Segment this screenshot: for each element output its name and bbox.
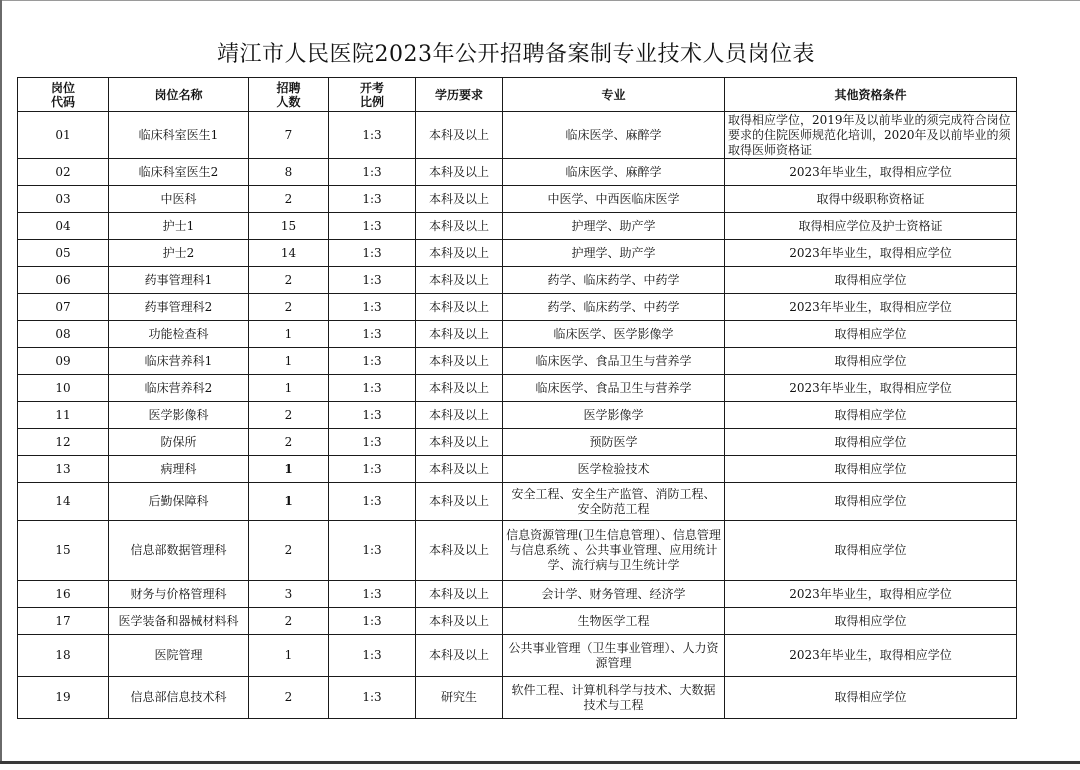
cell-other: 取得相应学位 [725,677,1017,719]
cell-ratio: 1:3 [329,402,416,429]
cell-name: 功能检查科 [109,321,249,348]
cell-edu: 本科及以上 [416,294,503,321]
cell-name: 临床科室医生1 [109,112,249,159]
cell-code: 16 [18,581,109,608]
cell-other: 2023年毕业生，取得相应学位 [725,240,1017,267]
table-row [18,429,1017,456]
cell-ratio: 1:3 [329,240,416,267]
table-row [18,635,1017,677]
cell-code: 14 [18,483,109,521]
cell-code: 03 [18,186,109,213]
cell-other: 2023年毕业生，取得相应学位 [725,375,1017,402]
cell-major: 信息资源管理(卫生信息管理）、信息管理与信息系统 、公共事业管理、应用统计学、流行病与卫生统计学 [503,521,725,581]
cell-code: 12 [18,429,109,456]
positions-table [17,77,1017,719]
cell-other: 取得相应学位 [725,267,1017,294]
table-row [18,521,1017,581]
table-body [18,112,1017,719]
cell-count: 1 [249,375,329,402]
cell-major: 公共事业管理（卫生事业管理）、人力资源管理 [503,635,725,677]
cell-ratio: 1:3 [329,456,416,483]
cell-count: 2 [249,267,329,294]
cell-edu: 本科及以上 [416,375,503,402]
header-code-label: 岗位代码 [50,80,75,109]
cell-major: 医学检验技术 [503,456,725,483]
cell-name: 药事管理科1 [109,267,249,294]
cell-count: 15 [249,213,329,240]
cell-name: 防保所 [109,429,249,456]
cell-edu: 本科及以上 [416,112,503,159]
cell-name: 临床营养科1 [109,348,249,375]
header-count-label: 招聘人数 [276,80,301,109]
table-row [18,159,1017,186]
cell-code: 09 [18,348,109,375]
cell-count: 7 [249,112,329,159]
cell-code: 13 [18,456,109,483]
cell-edu: 本科及以上 [416,456,503,483]
cell-code: 11 [18,402,109,429]
cell-count: 3 [249,581,329,608]
cell-name: 医学影像科 [109,402,249,429]
cell-code: 01 [18,112,109,159]
cell-other: 取得相应学位 [725,483,1017,521]
header-edu: 学历要求 [416,78,503,112]
cell-other: 取得相应学位 [725,521,1017,581]
cell-major: 临床医学、麻醉学 [503,159,725,186]
table-row [18,321,1017,348]
cell-count: 2 [249,186,329,213]
cell-count: 14 [249,240,329,267]
cell-ratio: 1:3 [329,112,416,159]
cell-code: 15 [18,521,109,581]
cell-other: 取得相应学位 [725,456,1017,483]
cell-name: 医院管理 [109,635,249,677]
cell-count: 1 [249,321,329,348]
cell-edu: 本科及以上 [416,635,503,677]
cell-code: 17 [18,608,109,635]
table-row [18,581,1017,608]
table-header-row [18,78,1017,112]
cell-other: 取得相应学位 [725,402,1017,429]
cell-count: 1 [249,483,329,521]
page-left-border [0,0,2,762]
cell-ratio: 1:3 [329,581,416,608]
cell-code: 07 [18,294,109,321]
cell-edu: 本科及以上 [416,402,503,429]
cell-other: 2023年毕业生，取得相应学位 [725,635,1017,677]
cell-other: 取得相应学位 [725,429,1017,456]
cell-ratio: 1:3 [329,677,416,719]
header-code [18,78,109,112]
header-ratio-label: 开考比例 [359,80,384,109]
cell-edu: 本科及以上 [416,267,503,294]
table-row [18,186,1017,213]
cell-other: 取得相应学位 [725,321,1017,348]
cell-edu: 本科及以上 [416,429,503,456]
cell-major: 生物医学工程 [503,608,725,635]
cell-other: 2023年毕业生，取得相应学位 [725,294,1017,321]
cell-ratio: 1:3 [329,635,416,677]
cell-count: 2 [249,402,329,429]
cell-code: 04 [18,213,109,240]
cell-count: 2 [249,608,329,635]
cell-code: 18 [18,635,109,677]
table-row [18,267,1017,294]
cell-other: 2023年毕业生，取得相应学位 [725,159,1017,186]
cell-count: 2 [249,429,329,456]
cell-major: 临床医学、食品卫生与营养学 [503,348,725,375]
cell-edu: 本科及以上 [416,521,503,581]
cell-code: 06 [18,267,109,294]
cell-ratio: 1:3 [329,483,416,521]
cell-ratio: 1:3 [329,159,416,186]
cell-name: 临床科室医生2 [109,159,249,186]
page-bottom-border [0,761,1080,764]
cell-code: 02 [18,159,109,186]
cell-ratio: 1:3 [329,186,416,213]
cell-major: 护理学、助产学 [503,213,725,240]
header-other: 其他资格条件 [725,78,1017,112]
cell-code: 10 [18,375,109,402]
header-count [249,78,329,112]
cell-major: 会计学、财务管理、经济学 [503,581,725,608]
cell-other: 取得中级职称资格证 [725,186,1017,213]
cell-other: 取得相应学位 [725,348,1017,375]
cell-code: 08 [18,321,109,348]
header-major: 专业 [503,78,725,112]
cell-name: 信息部信息技术科 [109,677,249,719]
cell-ratio: 1:3 [329,213,416,240]
table-row [18,112,1017,159]
table-row [18,375,1017,402]
header-ratio [329,78,416,112]
cell-count: 2 [249,677,329,719]
cell-edu: 本科及以上 [416,159,503,186]
cell-other: 取得相应学位，2019年及以前毕业的须完成符合岗位要求的住院医师规范化培训，2020年及以前毕业的须取得医师资格证 [725,112,1017,159]
document-title: 靖江市人民医院2023年公开招聘备案制专业技术人员岗位表 [217,42,815,67]
table-row [18,677,1017,719]
cell-edu: 本科及以上 [416,608,503,635]
cell-major: 护理学、助产学 [503,240,725,267]
page-top-border [0,0,1080,1]
cell-name: 护士2 [109,240,249,267]
cell-major: 安全工程、安全生产监管、消防工程、安全防范工程 [503,483,725,521]
cell-ratio: 1:3 [329,321,416,348]
cell-ratio: 1:3 [329,608,416,635]
cell-major: 软件工程、计算机科学与技术、大数据技术与工程 [503,677,725,719]
cell-major: 药学、临床药学、中药学 [503,267,725,294]
cell-edu: 本科及以上 [416,348,503,375]
cell-ratio: 1:3 [329,267,416,294]
cell-code: 19 [18,677,109,719]
cell-major: 临床医学、医学影像学 [503,321,725,348]
cell-name: 中医科 [109,186,249,213]
cell-name: 后勤保障科 [109,483,249,521]
cell-edu: 本科及以上 [416,186,503,213]
cell-ratio: 1:3 [329,348,416,375]
cell-edu: 本科及以上 [416,581,503,608]
cell-name: 财务与价格管理科 [109,581,249,608]
header-name: 岗位名称 [109,78,249,112]
cell-count: 1 [249,348,329,375]
cell-name: 护士1 [109,213,249,240]
cell-name: 医学装备和器械材料科 [109,608,249,635]
cell-major: 医学影像学 [503,402,725,429]
cell-count: 2 [249,521,329,581]
table-row [18,456,1017,483]
cell-count: 1 [249,635,329,677]
cell-edu: 本科及以上 [416,321,503,348]
cell-ratio: 1:3 [329,294,416,321]
cell-count: 8 [249,159,329,186]
cell-code: 05 [18,240,109,267]
cell-name: 信息部数据管理科 [109,521,249,581]
cell-other: 取得相应学位及护士资格证 [725,213,1017,240]
cell-name: 病理科 [109,456,249,483]
cell-ratio: 1:3 [329,429,416,456]
cell-other: 2023年毕业生，取得相应学位 [725,581,1017,608]
cell-count: 2 [249,294,329,321]
cell-major: 中医学、中西医临床医学 [503,186,725,213]
cell-edu: 本科及以上 [416,483,503,521]
cell-edu: 本科及以上 [416,240,503,267]
cell-ratio: 1:3 [329,375,416,402]
cell-major: 预防医学 [503,429,725,456]
table-row [18,240,1017,267]
cell-name: 药事管理科2 [109,294,249,321]
cell-ratio: 1:3 [329,521,416,581]
cell-other: 取得相应学位 [725,608,1017,635]
table-row [18,402,1017,429]
cell-name: 临床营养科2 [109,375,249,402]
cell-edu: 研究生 [416,677,503,719]
cell-major: 药学、临床药学、中药学 [503,294,725,321]
cell-major: 临床医学、麻醉学 [503,112,725,159]
table-row [18,608,1017,635]
cell-major: 临床医学、食品卫生与营养学 [503,375,725,402]
table-row [18,348,1017,375]
table-row [18,213,1017,240]
table-row [18,294,1017,321]
cell-count: 1 [249,456,329,483]
table-row [18,483,1017,521]
cell-edu: 本科及以上 [416,213,503,240]
